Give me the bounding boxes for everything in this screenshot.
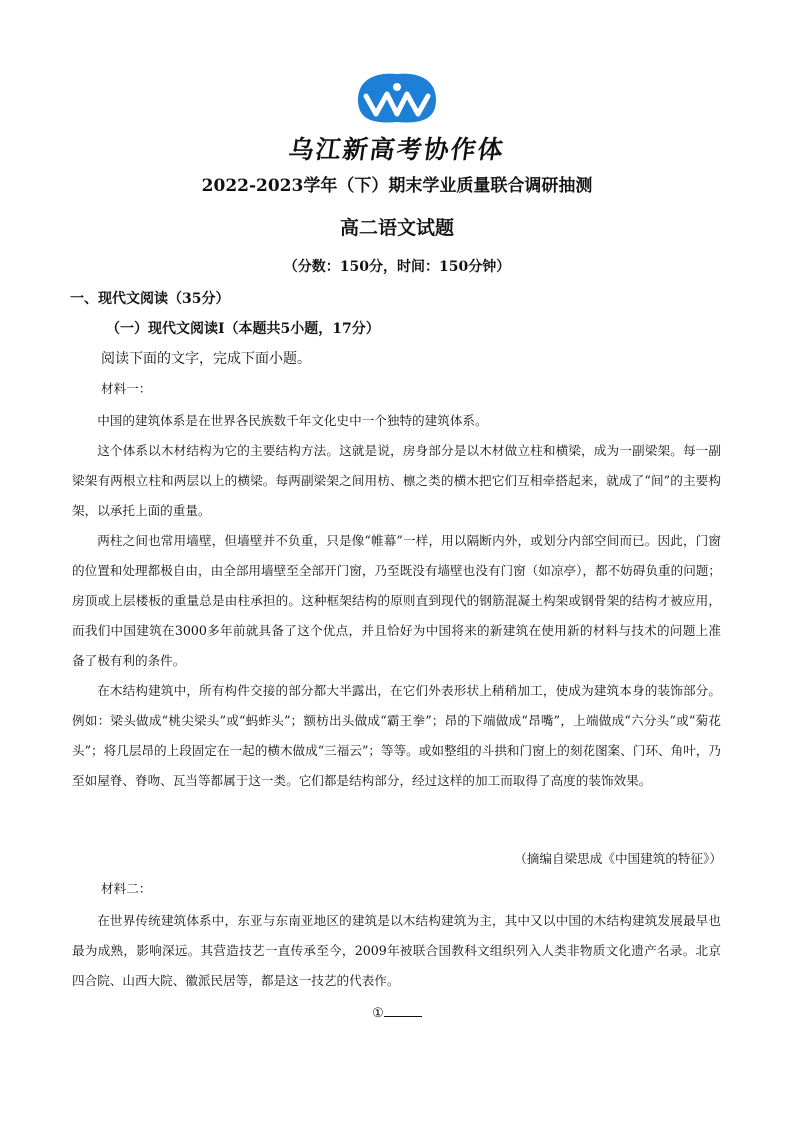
logo — [288, 64, 506, 164]
material2-body — [72, 906, 721, 996]
material1-source: （摘编自梁思成《中国建筑的特征》） — [514, 851, 722, 866]
paragraph: 中国的建筑体系是在世界各民族数千年文化史中一个独特的建筑体系。 — [97, 413, 488, 428]
paragraph: 在木结构建筑中，所有构件交接的部分都大半露出，在它们外表形状上稍稍加工，使成为建筑本身的装饰部分。例如：梁头做成“桃尖梁头”或“蚂蚱头”；额枋出头做成“霸王拳”；昂的下端做成“昂嘴”，上端做成“六分头”或“菊花头”；将几层昂的上段固定在一起的横木做成“三福云”；等等。或如整组的斗拱和门窗上的刻花图案、门环、角叶，乃至如屋脊、脊吻、瓦当等都属于这一类。它们都是结构部分，经过这样的加工而取得了高度的装饰效果。 — [72, 683, 722, 788]
subsection-heading: （一）现代文阅读Ⅰ（本题共5小题，17分） — [106, 321, 380, 337]
paragraph: 两柱之间也常用墙壁，但墙壁并不负重，只是像“帷幕”一样，用以隔断内外，或划分内部空间而已。因此，门窗的位置和处理都极自由，由全部用墙壁至全部开门窗，乃至既没有墙壁也没有门窗（如凉亭），都不妨碍负重的问题；房顶或上层楼板的重量总是由柱承担的。这种框架结构的原则直到现代的钢筋混凝土构架或钢骨架的结构才被应用，而我们中国建筑在3000多年前就具备了这个优点，并且恰好为中国将来的新建筑在使用新的材料与技术的问题上准备了极有利的条件。 — [72, 533, 721, 668]
footer-blank — [0, 1003, 794, 1021]
paragraph: 在世界传统建筑体系中，东亚与东南亚地区的建筑是以木结构建筑为主，其中又以中国的木结构建筑发展最早也最为成熟，影响深远。其营造技艺一直传承至今，2009年被联合国教科文组织列入人类非物质文化遗产名录。北京四合院、山西大院、徽派民居等，都是这一技艺的代表作。 — [72, 913, 721, 988]
material1-body — [72, 406, 721, 796]
material1-label: 材料一： — [101, 381, 152, 396]
wave-logo-icon — [354, 70, 440, 126]
reading-instruction: 阅读下面的文字，完成下面小题。 — [101, 351, 311, 367]
exam-title: 2022-2023学年（下）期末学业质量联合调研抽测 — [201, 176, 593, 196]
logo-text: 乌江新高考协作体 — [286, 135, 507, 164]
blank-number: ① — [372, 1006, 384, 1021]
section-heading: 一、现代文阅读（35分） — [70, 291, 230, 307]
paragraph: 这个体系以木材结构为它的主要结构方法。这就是说，房身部分是以木材做立柱和横梁，成为一副梁架。每一副梁架有两根立柱和两层以上的横梁。每两副梁架之间用枋、檩之类的横木把它们互相牵搭起来，就成了“间”的主要构架，以承托上面的重量。 — [72, 443, 721, 518]
exam-meta: （分数：150分，时间：150分钟） — [283, 259, 511, 275]
exam-subject: 高二语文试题 — [339, 217, 454, 239]
answer-blank — [384, 1003, 422, 1017]
material2-label: 材料二： — [101, 881, 152, 896]
